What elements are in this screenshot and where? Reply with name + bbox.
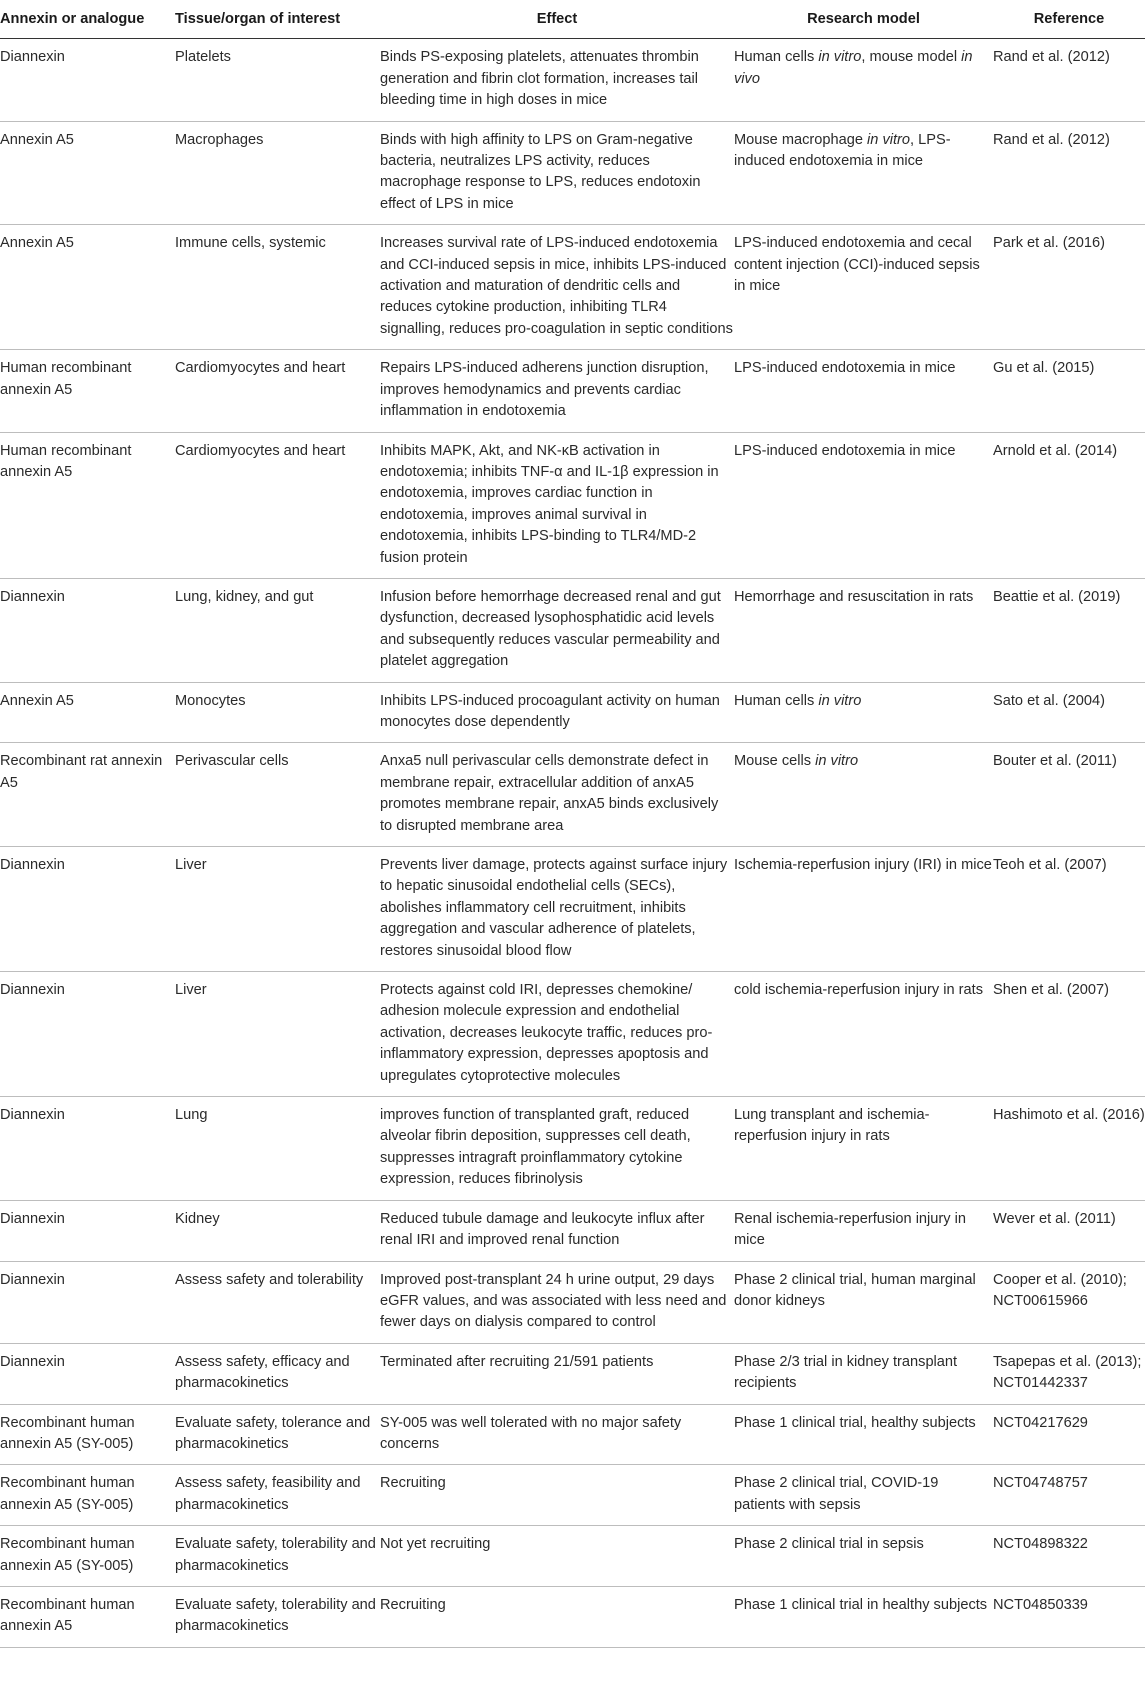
table-row: [0, 847, 1145, 972]
cell-tissue-organ: Platelets: [175, 39, 380, 121]
cell-effect: Terminated after recruiting 21/591 patients: [380, 1343, 734, 1404]
model-text-segment: LPS-induced endotoxemia in mice: [734, 360, 956, 377]
table-row: [0, 350, 1145, 432]
model-italic-segment: in vitro: [818, 692, 862, 709]
cell-annexin-or-analogue: Recombinant human annexin A5 (SY-005): [0, 1404, 175, 1465]
cell-annexin-or-analogue: Recombinant human annexin A5 (SY-005): [0, 1465, 175, 1526]
cell-annexin-or-analogue: Diannexin: [0, 1097, 175, 1201]
model-text-segment: Phase 2 clinical trial in sepsis: [734, 1536, 924, 1553]
cell-annexin-or-analogue: Diannexin: [0, 972, 175, 1097]
model-italic-segment: in vivo: [734, 49, 973, 87]
cell-research-model: [734, 847, 993, 972]
cell-research-model: [734, 682, 993, 743]
cell-effect: Repairs LPS-induced adherens junction disruption, improves hemodynamics and prevents cardiac inflammation in endotoxemia: [380, 350, 734, 432]
model-text-segment: Renal ischemia-reperfusion injury in mice: [734, 1210, 966, 1249]
cell-effect: SY-005 was well tolerated with no major safety concerns: [380, 1404, 734, 1465]
table-row: [0, 1097, 1145, 1201]
cell-annexin-or-analogue: Recombinant human annexin A5: [0, 1586, 175, 1647]
cell-annexin-or-analogue: Annexin A5: [0, 121, 175, 225]
cell-tissue-organ: Lung, kidney, and gut: [175, 578, 380, 682]
cell-annexin-or-analogue: Annexin A5: [0, 225, 175, 350]
cell-reference: Tsapepas et al. (2013); NCT01442337: [993, 1343, 1145, 1404]
cell-reference: Cooper et al. (2010); NCT00615966: [993, 1261, 1145, 1343]
table-row: [0, 972, 1145, 1097]
cell-reference: Shen et al. (2007): [993, 972, 1145, 1097]
model-text-segment: LPS-induced endotoxemia in mice: [734, 442, 956, 459]
cell-annexin-or-analogue: Human recombinant annexin A5: [0, 350, 175, 432]
cell-tissue-organ: Evaluate safety, tolerability and pharmacokinetics: [175, 1526, 380, 1587]
model-text-segment: Hemorrhage and resuscitation in rats: [734, 588, 974, 605]
cell-effect: Improved post-transplant 24 h urine output, 29 days eGFR values, and was associated with less need and fewer days on dialysis compared to control: [380, 1261, 734, 1343]
table-row: [0, 39, 1145, 121]
header-row: [0, 0, 1145, 39]
cell-research-model: [734, 225, 993, 350]
cell-reference: Sato et al. (2004): [993, 682, 1145, 743]
cell-annexin-or-analogue: Diannexin: [0, 1200, 175, 1261]
cell-reference: Wever et al. (2011): [993, 1200, 1145, 1261]
cell-research-model: [734, 432, 993, 578]
table-row: [0, 1261, 1145, 1343]
cell-tissue-organ: Monocytes: [175, 682, 380, 743]
model-text-segment: Phase 2 clinical trial, COVID-19 patients with sepsis: [734, 1475, 939, 1513]
cell-effect: improves function of transplanted graft, reduced alveolar fibrin deposition, suppresses cell death, suppresses intragraft proinflammatory cytokine expression, reduces fibrinolysis: [380, 1097, 734, 1201]
cell-annexin-or-analogue: Diannexin: [0, 1261, 175, 1343]
cell-tissue-organ: Macrophages: [175, 121, 380, 225]
model-text-segment: , LPS-induced endotoxemia in mice: [734, 131, 951, 170]
cell-research-model: [734, 1586, 993, 1647]
cell-research-model: [734, 743, 993, 847]
cell-reference: Park et al. (2016): [993, 225, 1145, 350]
cell-annexin-or-analogue: Diannexin: [0, 847, 175, 972]
cell-reference: Beattie et al. (2019): [993, 578, 1145, 682]
model-text-segment: , mouse model: [861, 49, 962, 66]
table-row: [0, 1465, 1145, 1526]
cell-tissue-organ: Assess safety, efficacy and pharmacokinetics: [175, 1343, 380, 1404]
table-row: [0, 743, 1145, 847]
table-row: [0, 682, 1145, 743]
cell-reference: NCT04850339: [993, 1586, 1145, 1647]
cell-effect: Anxa5 null perivascular cells demonstrate defect in membrane repair, extracellular addition of anxA5 promotes membrane repair, anxA5 binds exclusively to disrupted membrane area: [380, 743, 734, 847]
cell-research-model: [734, 578, 993, 682]
cell-research-model: [734, 39, 993, 121]
cell-reference: Teoh et al. (2007): [993, 847, 1145, 972]
cell-annexin-or-analogue: Diannexin: [0, 578, 175, 682]
header-effect: Effect: [380, 0, 734, 39]
model-text-segment: Phase 2 clinical trial, human marginal donor kidneys: [734, 1271, 976, 1309]
table-header: [0, 0, 1145, 39]
cell-tissue-organ: Evaluate safety, tolerability and pharmacokinetics: [175, 1586, 380, 1647]
cell-tissue-organ: Cardiomyocytes and heart: [175, 432, 380, 578]
cell-tissue-organ: Kidney: [175, 1200, 380, 1261]
table-row: [0, 225, 1145, 350]
cell-reference: NCT04748757: [993, 1465, 1145, 1526]
table-row: [0, 432, 1145, 578]
table-row: [0, 1200, 1145, 1261]
cell-tissue-organ: Evaluate safety, tolerance and pharmacokinetics: [175, 1404, 380, 1465]
table-row: [0, 121, 1145, 225]
cell-reference: Bouter et al. (2011): [993, 743, 1145, 847]
model-text-segment: Phase 1 clinical trial, healthy subjects: [734, 1414, 976, 1431]
model-text-segment: Lung transplant and ischemia-reperfusion injury in rats: [734, 1107, 930, 1145]
cell-research-model: [734, 1404, 993, 1465]
cell-effect: Increases survival rate of LPS-induced endotoxemia and CCI-induced sepsis in mice, inhibits LPS-induced activation and maturation of dendritic cells and reduces cytokine production, inhibiting TLR4 signalling, reduces pro-coagulation in septic conditions: [380, 225, 734, 350]
model-text-segment: LPS-induced endotoxemia and cecal content injection (CCI)-induced sepsis in mice: [734, 235, 980, 295]
cell-reference: NCT04217629: [993, 1404, 1145, 1465]
cell-annexin-or-analogue: Recombinant rat annexin A5: [0, 743, 175, 847]
table-row: [0, 578, 1145, 682]
table-row: [0, 1404, 1145, 1465]
cell-research-model: [734, 1343, 993, 1404]
table-body: [0, 39, 1145, 1647]
cell-tissue-organ: Cardiomyocytes and heart: [175, 350, 380, 432]
cell-research-model: [734, 1261, 993, 1343]
cell-annexin-or-analogue: Recombinant human annexin A5 (SY-005): [0, 1526, 175, 1587]
cell-tissue-organ: Assess safety, feasibility and pharmacokinetics: [175, 1465, 380, 1526]
cell-annexin-or-analogue: Human recombinant annexin A5: [0, 432, 175, 578]
header-tissue-organ: Tissue/organ of interest: [175, 0, 380, 39]
cell-research-model: [734, 1465, 993, 1526]
cell-effect: Binds with high affinity to LPS on Gram-negative bacteria, neutralizes LPS activity, reduces macrophage response to LPS, reduces endotoxin effect of LPS in mice: [380, 121, 734, 225]
cell-research-model: [734, 972, 993, 1097]
cell-effect: Inhibits LPS-induced procoagulant activity on human monocytes dose dependently: [380, 682, 734, 743]
table-row: [0, 1343, 1145, 1404]
model-text-segment: Mouse macrophage: [734, 131, 868, 148]
cell-effect: Inhibits MAPK, Akt, and NK-κB activation in endotoxemia; inhibits TNF-α and IL-1β expression in endotoxemia, improves cardiac function in endotoxemia, improves animal survival in endotoxemia, inhibits LPS-binding to TLR4/MD-2 fusion protein: [380, 432, 734, 578]
model-text-segment: Ischemia-reperfusion injury (IRI) in mice: [734, 857, 992, 873]
cell-annexin-or-analogue: Diannexin: [0, 39, 175, 121]
header-annexin-or-analogue: Annexin or analogue: [0, 0, 175, 39]
cell-reference: Rand et al. (2012): [993, 121, 1145, 225]
cell-reference: Hashimoto et al. (2016): [993, 1097, 1145, 1201]
cell-effect: Recruiting: [380, 1586, 734, 1647]
cell-reference: NCT04898322: [993, 1526, 1145, 1587]
cell-effect: Reduced tubule damage and leukocyte influx after renal IRI and improved renal function: [380, 1200, 734, 1261]
cell-tissue-organ: Immune cells, systemic: [175, 225, 380, 350]
cell-reference: Rand et al. (2012): [993, 39, 1145, 121]
cell-effect: Binds PS-exposing platelets, attenuates thrombin generation and fibrin clot formation, increases tail bleeding time in high doses in mice: [380, 39, 734, 121]
table-row: [0, 1586, 1145, 1647]
model-italic-segment: in vitro: [867, 131, 911, 148]
model-text-segment: Human cells: [734, 49, 819, 66]
model-text-segment: Human cells: [734, 692, 819, 709]
model-italic-segment: in vitro: [818, 49, 862, 66]
cell-annexin-or-analogue: Annexin A5: [0, 682, 175, 743]
model-text-segment: cold ischemia-reperfusion injury in rats: [734, 982, 984, 999]
model-text-segment: Mouse cells: [734, 753, 816, 770]
cell-annexin-or-analogue: Diannexin: [0, 1343, 175, 1404]
cell-tissue-organ: Perivascular cells: [175, 743, 380, 847]
cell-research-model: [734, 1526, 993, 1587]
cell-tissue-organ: Liver: [175, 847, 380, 972]
cell-tissue-organ: Lung: [175, 1097, 380, 1201]
model-italic-segment: in vitro: [815, 753, 859, 770]
table-row: [0, 1526, 1145, 1587]
cell-reference: Gu et al. (2015): [993, 350, 1145, 432]
cell-effect: Infusion before hemorrhage decreased renal and gut dysfunction, decreased lysophosphatidic acid levels and subsequently reduces vascular permeability and platelet aggregation: [380, 578, 734, 682]
cell-effect: Prevents liver damage, protects against surface injury to hepatic sinusoidal endothelial cells (SECs), abolishes inflammatory cell recruitment, inhibits aggregation and vascular adherence of platelets, restores sinusoidal blood flow: [380, 847, 734, 972]
model-text-segment: Phase 2/3 trial in kidney transplant recipients: [734, 1353, 958, 1392]
header-reference: Reference: [993, 0, 1145, 39]
cell-research-model: [734, 121, 993, 225]
cell-reference: Arnold et al. (2014): [993, 432, 1145, 578]
header-research-model: Research model: [734, 0, 993, 39]
cell-research-model: [734, 350, 993, 432]
cell-effect: Protects against cold IRI, depresses chemokine/ adhesion molecule expression and endothelial activation, decreases leukocyte traffic, reduces pro-inflammatory expression, depresses apoptosis and upregulates cytoprotective molecules: [380, 972, 734, 1097]
model-text-segment: Phase 1 clinical trial in healthy subjects: [734, 1596, 988, 1613]
cell-effect: Recruiting: [380, 1465, 734, 1526]
cell-effect: Not yet recruiting: [380, 1526, 734, 1587]
cell-research-model: [734, 1200, 993, 1261]
cell-tissue-organ: Assess safety and tolerability: [175, 1261, 380, 1343]
cell-tissue-organ: Liver: [175, 972, 380, 1097]
cell-research-model: [734, 1097, 993, 1201]
